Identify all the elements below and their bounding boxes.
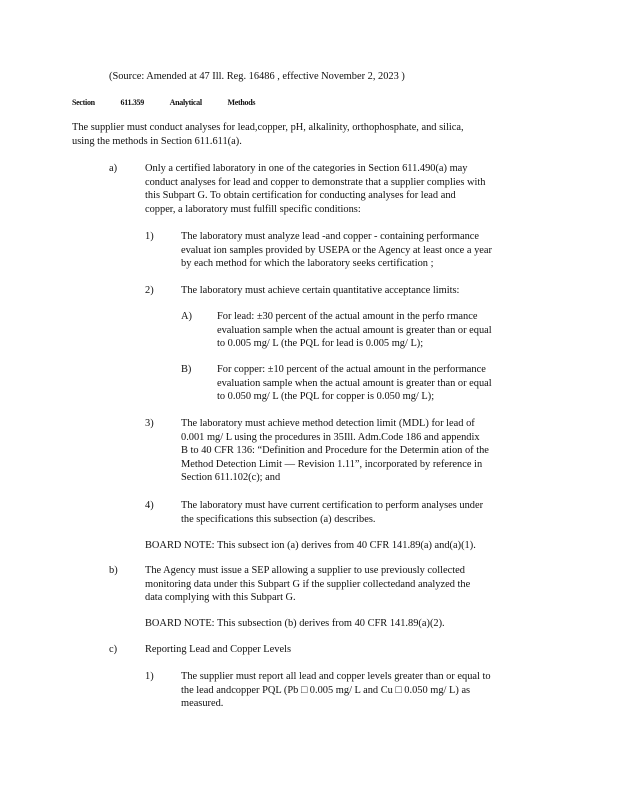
intro-paragraph (72, 121, 464, 148)
item-a2B-line: to 0.050 mg/ L (the PQL for copper is 0.050 mg/ L); (217, 391, 435, 403)
item-a2B-text (217, 363, 492, 404)
item-a2-text (181, 284, 459, 298)
section-title-part-2: Methods (227, 98, 256, 107)
item-a1-line: by each method for which the laboratory seeks certification ; (181, 258, 434, 270)
subsection-b-line: The Agency must issue a SEP allowing a supplier to use previously collected (145, 565, 465, 576)
subsection-b-line: monitoring data under this Subpart G if the supplier collectedand analyzed the (145, 578, 471, 590)
item-a3-line: The laboratory must achieve method detection limit (MDL) for lead of (181, 418, 475, 429)
item-a1-line: The laboratory must analyze lead -and copper - containing performance (181, 231, 480, 242)
subsection-c-heading-line: Reporting Lead and Copper Levels (145, 644, 292, 655)
intro-line: using the methods in Section 611.611(a). (72, 135, 242, 147)
item-c1-label: 1) (145, 671, 154, 682)
subsection-a-line: Only a certified laboratory in one of the categories in Section 611.490(a) may (145, 163, 468, 174)
subsection-a-label: a) (109, 163, 118, 174)
section-number: 611.359 (120, 98, 144, 107)
item-a4-text (181, 499, 483, 526)
item-a1-text (181, 230, 492, 271)
subsection-a-text (145, 162, 485, 216)
item-a2A-label: A) (181, 311, 192, 322)
board-note-a (145, 539, 476, 553)
item-a3-line: Method Detection Limit — Revision 1.11”, incorporated by reference in (181, 458, 483, 470)
board-note-b (145, 617, 445, 631)
item-a2A-line: to 0.005 mg/ L (the PQL for lead is 0.005 mg/ L); (217, 338, 424, 350)
section-heading (72, 96, 279, 110)
item-a2B-line: For copper: ±10 percent of the actual amount in the performance (217, 364, 486, 375)
item-a3-line: B to 40 CFR 136: “Definition and Procedure for the Determin ation of the (181, 445, 489, 457)
item-a1-line: evaluat ion samples provided by USEPA or the Agency at least once a year (181, 244, 492, 256)
item-a3-line: Section 611.102(c); and (181, 472, 281, 484)
item-a3-label: 3) (145, 418, 154, 429)
board-note-b-line: BOARD NOTE: This subsection (b) derives from 40 CFR 141.89(a)(2). (145, 618, 445, 629)
item-c1-line: The supplier must report all lead and copper levels greater than or equal to (181, 671, 491, 682)
source-note-line: (Source: Amended at 47 Ill. Reg. 16486 , effective November 2, 2023 ) (109, 71, 405, 82)
item-a2A-line: For lead: ±30 percent of the actual amount in the perfo rmance (217, 311, 478, 322)
subsection-a-line: conduct analyses for lead and copper to demonstrate that a supplier complies with (145, 176, 486, 188)
section-title-part-1: Analytical (169, 98, 202, 107)
subsection-b-label: b) (109, 565, 118, 576)
item-a2A-text (217, 310, 492, 351)
item-a1-label: 1) (145, 231, 154, 242)
item-c1-line: the lead andcopper PQL (Pb □ 0.005 mg/ L and Cu □ 0.050 mg/ L) as (181, 684, 471, 696)
item-c1-text (181, 670, 491, 711)
subsection-c-heading (145, 643, 291, 657)
item-a3-text (181, 417, 489, 485)
item-a2-line: The laboratory must achieve certain quantitative acceptance limits: (181, 285, 460, 296)
item-a4-line: the specifications this subsection (a) describes. (181, 513, 376, 525)
item-a4-line: The laboratory must have current certification to perform analyses under (181, 500, 484, 511)
item-a3-line: 0.001 mg/ L using the procedures in 35Ill. Adm.Code 186 and appendix (181, 431, 480, 443)
item-c1-line: measured. (181, 698, 224, 710)
intro-line: The supplier must conduct analyses for lead,copper, pH, alkalinity, orthophosphate, and silica, (72, 122, 464, 133)
source-note (109, 70, 405, 84)
subsection-a-line: copper, a laboratory must fulfill specific conditions: (145, 203, 361, 215)
board-note-a-line: BOARD NOTE: This subsect ion (a) derives from 40 CFR 141.89(a) and(a)(1). (145, 540, 476, 551)
item-a2B-label: B) (181, 364, 192, 375)
item-a4-label: 4) (145, 500, 154, 511)
item-a2B-line: evaluation sample when the actual amount is greater than or equal (217, 377, 492, 389)
subsection-a-line: this Subpart G. To obtain certification for conducting analyses for lead and (145, 190, 456, 202)
subsection-b-text (145, 564, 470, 605)
section-label: Section (72, 98, 95, 107)
subsection-c-label: c) (109, 644, 118, 655)
item-a2A-line: evaluation sample when the actual amount is greater than or equal (217, 324, 492, 336)
subsection-b-line: data complying with this Subpart G. (145, 592, 296, 604)
item-a2-label: 2) (145, 285, 154, 296)
